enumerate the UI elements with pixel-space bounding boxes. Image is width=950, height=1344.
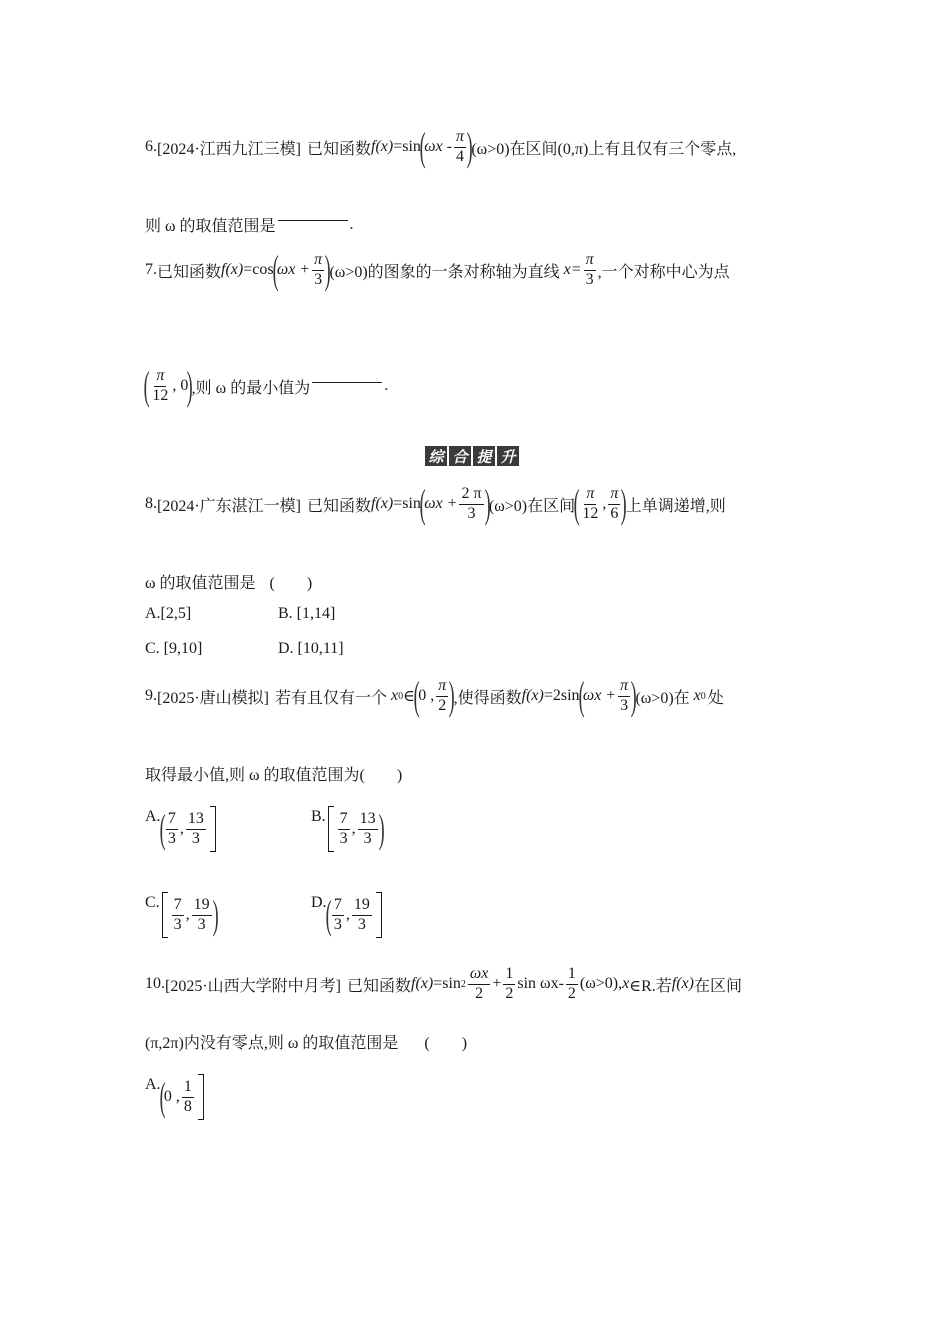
q8-a-num: π <box>584 486 596 505</box>
q8-line2 <box>145 570 312 593</box>
q9-condition: (ω>0)在 <box>635 689 690 707</box>
q10-frac3-num: 1 <box>566 966 578 985</box>
q7-inner: ωx + <box>276 261 311 278</box>
q10-question: (π,2π)内没有零点,则 ω 的取值范围是 <box>145 1035 399 1052</box>
q8-answer-paren: ( ) <box>269 575 313 592</box>
q9-b-d1: 3 <box>339 829 348 847</box>
q8-question: ω 的取值范围是 <box>145 575 256 592</box>
q9-b-n1: 7 <box>338 811 350 830</box>
q8-rparen: ) <box>484 481 491 526</box>
q10-tail: ∈R.若 <box>629 977 672 995</box>
q8-interval-a <box>580 486 600 523</box>
q8-lparen: ( <box>419 481 426 526</box>
q9-question: 取得最小值,则 ω 的取值范围为( ) <box>145 767 403 784</box>
q9-d-rbracket <box>376 892 382 938</box>
q8-inner: ωx + <box>424 495 458 512</box>
q10-answer-paren: ( ) <box>424 1035 468 1052</box>
q8-int-rparen: ) <box>621 481 628 526</box>
q9-frac-num: π <box>618 678 630 697</box>
q10-sin: sin ωx- <box>517 975 564 993</box>
q8-tail: 上单调递增,则 <box>625 497 726 515</box>
q9-a-comma: , <box>179 820 184 837</box>
q9-range-den: 2 <box>438 696 447 714</box>
q10-frac1 <box>468 966 490 1003</box>
q6-source: [2024·江西九江三模] <box>157 140 301 158</box>
q7-pt-rparen: ) <box>186 363 193 408</box>
q6-frac-den: 4 <box>455 147 464 165</box>
q7-point-fraction <box>150 368 170 405</box>
q9-tail: 处 <box>707 689 724 707</box>
q7-x-equals: x= <box>563 261 582 278</box>
q9-c-rparen: ) <box>212 892 219 937</box>
q6-inner: ωx - <box>424 138 452 155</box>
q7-tail: ,一个对称中心为点 <box>597 263 730 281</box>
q8-source: [2024·广东湛江一模] <box>157 497 301 515</box>
q8-interval-b <box>608 486 620 523</box>
q10-frac2 <box>503 966 515 1003</box>
q7-number: 7. <box>145 261 157 278</box>
q10-options-row1 <box>145 1074 206 1120</box>
q9-option-d[interactable] <box>311 892 384 938</box>
q10-a-rbracket <box>198 1074 204 1120</box>
q9-source: [2025·唐山模拟] <box>157 689 269 707</box>
q8-options-row2 <box>145 640 344 658</box>
q9-b-d2: 3 <box>363 829 372 847</box>
q10-square: 2 <box>460 978 466 990</box>
q8-a-den: 12 <box>582 504 599 522</box>
q6-number: 6. <box>145 138 157 155</box>
q7-line1 <box>145 247 730 292</box>
q6-fraction <box>454 129 466 166</box>
q8-option-a[interactable]: A.[2,5] <box>145 605 192 622</box>
q8-comma: , <box>602 495 607 512</box>
q9-option-b[interactable] <box>311 806 383 852</box>
q9-d-n1: 7 <box>332 897 344 916</box>
q8-fx: f(x) <box>371 495 394 512</box>
q10-tail2: 在区间 <box>693 977 742 995</box>
q10-plus: + <box>492 975 502 993</box>
q10-line2 <box>145 1030 467 1053</box>
q9-range-num: π <box>436 678 448 697</box>
q8-option-d[interactable]: D. [10,11] <box>278 640 344 657</box>
q9-b-rparen: ) <box>378 806 385 851</box>
q9-b-lbracket <box>328 806 334 852</box>
q9-option-a[interactable] <box>145 806 311 852</box>
q9-fx: f(x) <box>521 687 544 704</box>
q7-axis-num: π <box>584 252 596 271</box>
q7-eq: =cos <box>243 261 274 278</box>
q8-b-den: 6 <box>610 504 619 522</box>
q9-range-fraction <box>436 678 448 715</box>
q9-b-comma: , <box>351 820 356 837</box>
q7-point-den: 12 <box>152 386 169 404</box>
q6-line2 <box>145 213 354 236</box>
q9-lparen: ( <box>413 673 420 718</box>
section-badge <box>425 446 519 466</box>
q9-c-n1: 7 <box>172 897 184 916</box>
q10-x: x <box>622 975 630 993</box>
q7-fraction <box>312 252 324 289</box>
q8-int-lparen: ( <box>573 481 580 526</box>
q9-c-d1: 3 <box>173 915 182 933</box>
q9-mid: ,使得函数 <box>453 689 522 707</box>
q9-x0b: x <box>693 687 701 704</box>
q10-eq: =sin <box>433 975 461 993</box>
q10-option-a-label: A. <box>145 1076 161 1093</box>
section-char: 提 <box>473 446 495 466</box>
q8-fraction <box>459 486 483 523</box>
q7-rparen: ) <box>324 247 331 292</box>
q6-text: 已知函数 <box>307 140 372 158</box>
q10-a-num: 1 <box>182 1079 194 1098</box>
q7-point-zero: , 0 <box>172 377 189 394</box>
q10-option-a[interactable] <box>145 1074 206 1120</box>
q10-condition: (ω>0), <box>579 975 623 993</box>
q9-number: 9. <box>145 687 157 704</box>
q9-d-d2: 3 <box>357 915 366 933</box>
q9-c-d2: 3 <box>197 915 206 933</box>
q8-frac-den: 3 <box>467 504 476 522</box>
q6-question: 则 ω 的取值范围是 <box>145 218 276 235</box>
q6-fx: f(x) <box>371 138 394 155</box>
q10-a-lparen: ( <box>159 1074 166 1119</box>
q10-frac1-num: ωx <box>468 966 490 985</box>
q9-option-c-label: C. <box>145 894 160 911</box>
section-char: 升 <box>497 446 519 466</box>
q10-fx: f(x) <box>411 975 434 993</box>
q7-end: . <box>384 377 389 394</box>
section-char: 综 <box>425 446 447 466</box>
q9-line2 <box>145 762 402 785</box>
q10-a-den: 8 <box>183 1097 192 1115</box>
q9-line1 <box>145 673 724 718</box>
q6-line1 <box>145 124 737 169</box>
q10-number: 10. <box>145 975 165 993</box>
q9-c-comma: , <box>185 906 190 923</box>
q7-point-num: π <box>154 368 166 387</box>
q9-option-d-label: D. <box>311 894 327 911</box>
q7-frac-den: 3 <box>314 270 323 288</box>
q8-condition: (ω>0)在区间 <box>488 497 576 515</box>
q9-a-d2: 3 <box>191 829 200 847</box>
q10-source: [2025·山西大学附中月考] <box>165 977 341 995</box>
q6-eq: =sin <box>393 138 421 155</box>
q9-inner: ωx + <box>582 687 617 704</box>
q10-frac3 <box>566 966 578 1003</box>
q7-frac-num: π <box>312 252 324 271</box>
q7-line2 <box>143 363 389 408</box>
q9-frac-den: 3 <box>620 696 629 714</box>
q9-c-n2: 19 <box>192 897 212 916</box>
q7-answer-blank[interactable] <box>312 382 382 383</box>
q9-x0b-sub: 0 <box>700 690 706 702</box>
q10-a-zero: 0 , <box>163 1088 180 1105</box>
q9-a-n1: 7 <box>166 811 178 830</box>
q7-condition: (ω>0)的图象的一条对称轴为直线 <box>329 263 560 281</box>
q9-a-n2: 13 <box>186 811 206 830</box>
q7-fx: f(x) <box>221 261 244 278</box>
q6-answer-blank[interactable] <box>278 220 348 221</box>
q10-fx2: f(x) <box>671 975 694 993</box>
q9-zero: 0 , <box>418 687 435 704</box>
q10-frac3-den: 2 <box>567 984 576 1002</box>
q9-option-b-label: B. <box>311 808 326 825</box>
q6-condition: (ω>0)在区间(0,π)上有且仅有三个零点, <box>471 140 737 158</box>
q6-end: . <box>349 215 354 233</box>
q9-a-lparen: ( <box>159 806 166 851</box>
section-char: 合 <box>449 446 471 466</box>
q8-number: 8. <box>145 495 157 512</box>
q10-line1 <box>145 966 742 1003</box>
q8-b-num: π <box>608 486 620 505</box>
q7-axis-fraction <box>584 252 596 289</box>
q9-d-n2: 19 <box>352 897 372 916</box>
q8-option-c[interactable]: C. [9,10] <box>145 640 203 657</box>
q8-option-b[interactable]: B. [1,14] <box>278 605 336 622</box>
q9-option-a-label: A. <box>145 808 161 825</box>
q8-frac-num: 2 π <box>459 486 483 505</box>
q9-d-comma: , <box>345 906 350 923</box>
q7-question: ,则 ω 的最小值为 <box>191 379 311 397</box>
q9-a-rbracket <box>210 806 216 852</box>
q9-x0: x <box>391 687 399 704</box>
q9-option-c[interactable] <box>145 892 311 938</box>
q9-fraction <box>618 678 630 715</box>
q9-d-d1: 3 <box>333 915 342 933</box>
q9-d-lparen: ( <box>325 892 332 937</box>
q9-b-n2: 13 <box>358 811 378 830</box>
q9-text: 若有且仅有一个 <box>275 689 388 707</box>
q9-options-row1 <box>145 806 383 852</box>
q9-options-row2 <box>145 892 384 938</box>
q8-eq: =sin <box>393 495 421 512</box>
q6-lparen: ( <box>419 124 426 169</box>
q9-x0-sub: 0 <box>398 690 404 702</box>
q9-rparen: ) <box>448 673 455 718</box>
q10-frac2-den: 2 <box>505 984 514 1002</box>
q10-text: 已知函数 <box>347 977 412 995</box>
q6-rparen: ) <box>466 124 473 169</box>
q7-text: 已知函数 <box>157 263 222 281</box>
q7-pt-lparen: ( <box>143 363 150 408</box>
q9-c-lbracket <box>162 892 168 938</box>
q9-f-lparen: ( <box>578 673 585 718</box>
q6-frac-num: π <box>454 129 466 148</box>
q7-lparen: ( <box>272 247 279 292</box>
q7-axis-den: 3 <box>585 270 594 288</box>
q10-frac1-den: 2 <box>475 984 484 1002</box>
q9-eq: =2sin <box>543 687 580 704</box>
q8-options-row1 <box>145 605 335 623</box>
q9-a-d1: 3 <box>167 829 176 847</box>
q8-text: 已知函数 <box>307 497 372 515</box>
q8-line1 <box>145 481 726 526</box>
q9-in: ∈ <box>403 688 415 705</box>
q10-frac2-num: 1 <box>503 966 515 985</box>
q9-f-rparen: ) <box>630 673 637 718</box>
